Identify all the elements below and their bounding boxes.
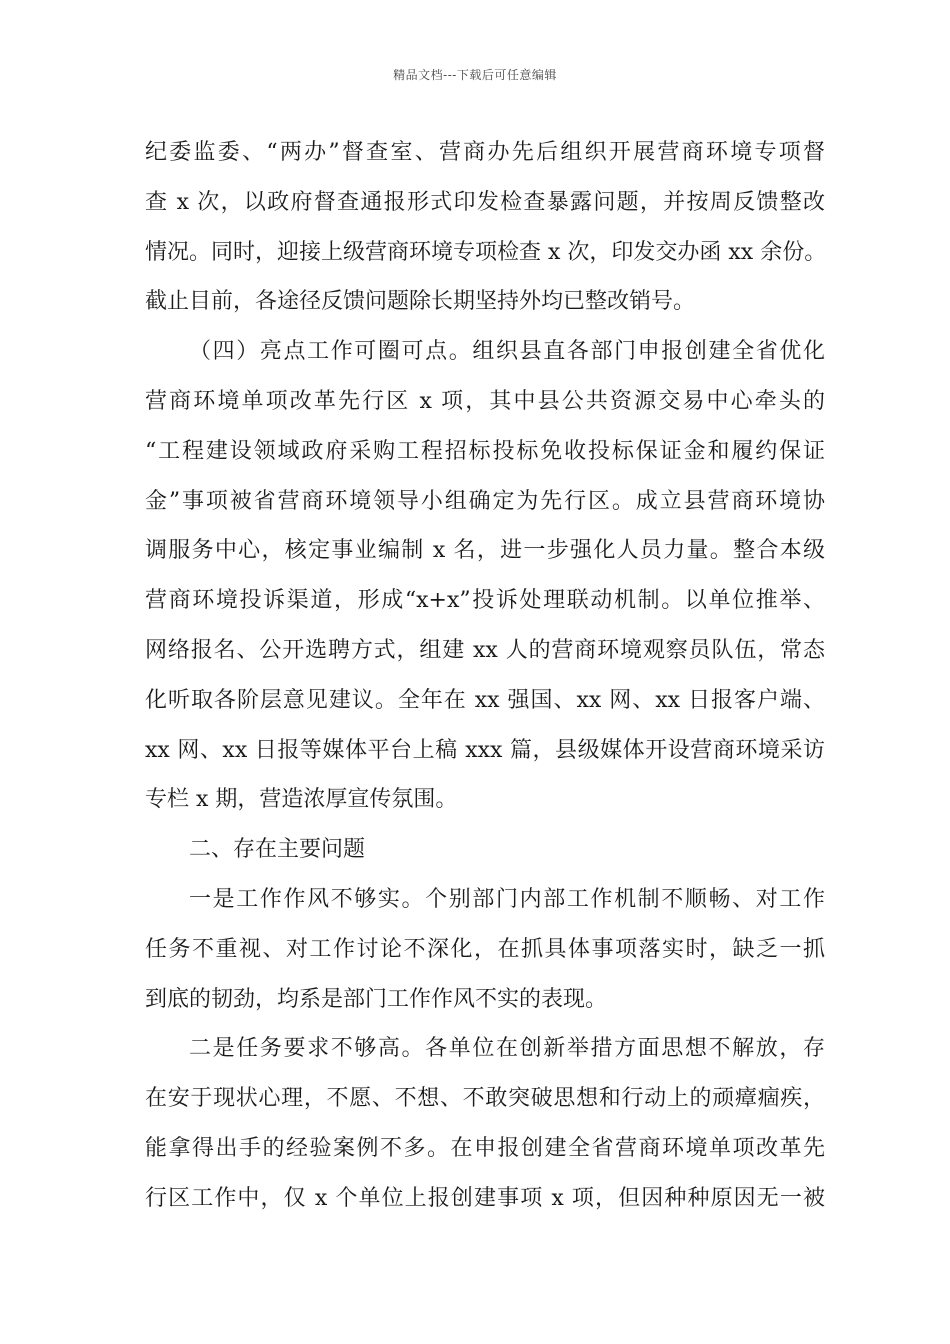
text-line: xx 网、xx 日报等媒体平台上稿 xxx 篇，县级媒体开设营商环境采访: [145, 737, 825, 763]
text-line: 能拿得出手的经验案例不多。在申报创建全省营商环境单项改革先: [145, 1135, 825, 1161]
text-line: 情况。同时，迎接上级营商环境专项检查 x 次，印发交办函 xx 余份。: [145, 239, 827, 265]
page-header: 精品文档---下载后可任意编辑: [393, 68, 557, 82]
text-line: 查 x 次，以政府督查通报形式印发检查暴露问题，并按周反馈整改: [145, 189, 825, 215]
text-line: 金”事项被省营商环境领导小组确定为先行区。成立县营商环境协: [145, 488, 825, 514]
text-line: 在安于现状心理，不愿、不想、不敢突破思想和行动上的顽瘴痼疾，: [145, 1086, 825, 1112]
text-line: 网络报名、公开选聘方式，组建 xx 人的营商环境观察员队伍，常态: [145, 637, 825, 663]
text-line: 截止目前，各途径反馈问题除长期坚持外均已整改销号。: [145, 289, 696, 315]
document-body: [145, 128, 825, 1224]
text-line: 调服务中心，核定事业编制 x 名，进一步强化人员力量。整合本级: [145, 538, 825, 564]
section-heading: 二、存在主要问题: [189, 837, 366, 863]
paragraph-start-line: （四）亮点工作可圈可点。组织县直各部门申报创建全省优化: [189, 339, 825, 365]
paragraph-start-line: 二是任务要求不够高。各单位在创新举措方面思想不解放，存: [189, 1036, 825, 1062]
text-line: 纪委监委、“两办”督查室、营商办先后组织开展营商环境专项督: [145, 140, 825, 165]
text-line: 化听取各阶层意见建议。全年在 xx 强国、xx 网、xx 日报客户端、: [145, 687, 825, 713]
text-line: 行区工作中，仅 x 个单位上报创建事项 x 项，但因种种原因无一被: [145, 1185, 825, 1211]
text-line: 专栏 x 期，营造浓厚宣传氛围。: [145, 787, 458, 813]
text-line: 任务不重视、对工作讨论不深化，在抓具体事项落实时，缺乏一抓: [145, 936, 825, 962]
text-line: 营商环境投诉渠道，形成“x+x”投诉处理联动机制。以单位推举、: [145, 588, 825, 614]
text-line: 到底的韧劲，均系是部门工作作风不实的表现。: [145, 986, 608, 1012]
text-line: 营商环境单项改革先行区 x 项，其中县公共资源交易中心牵头的: [145, 388, 825, 414]
text-line: “工程建设领域政府采购工程招标投标免收投标保证金和履约保证: [145, 438, 825, 464]
paragraph-start-line: 一是工作作风不够实。个别部门内部工作机制不顺畅、对工作: [189, 886, 825, 912]
